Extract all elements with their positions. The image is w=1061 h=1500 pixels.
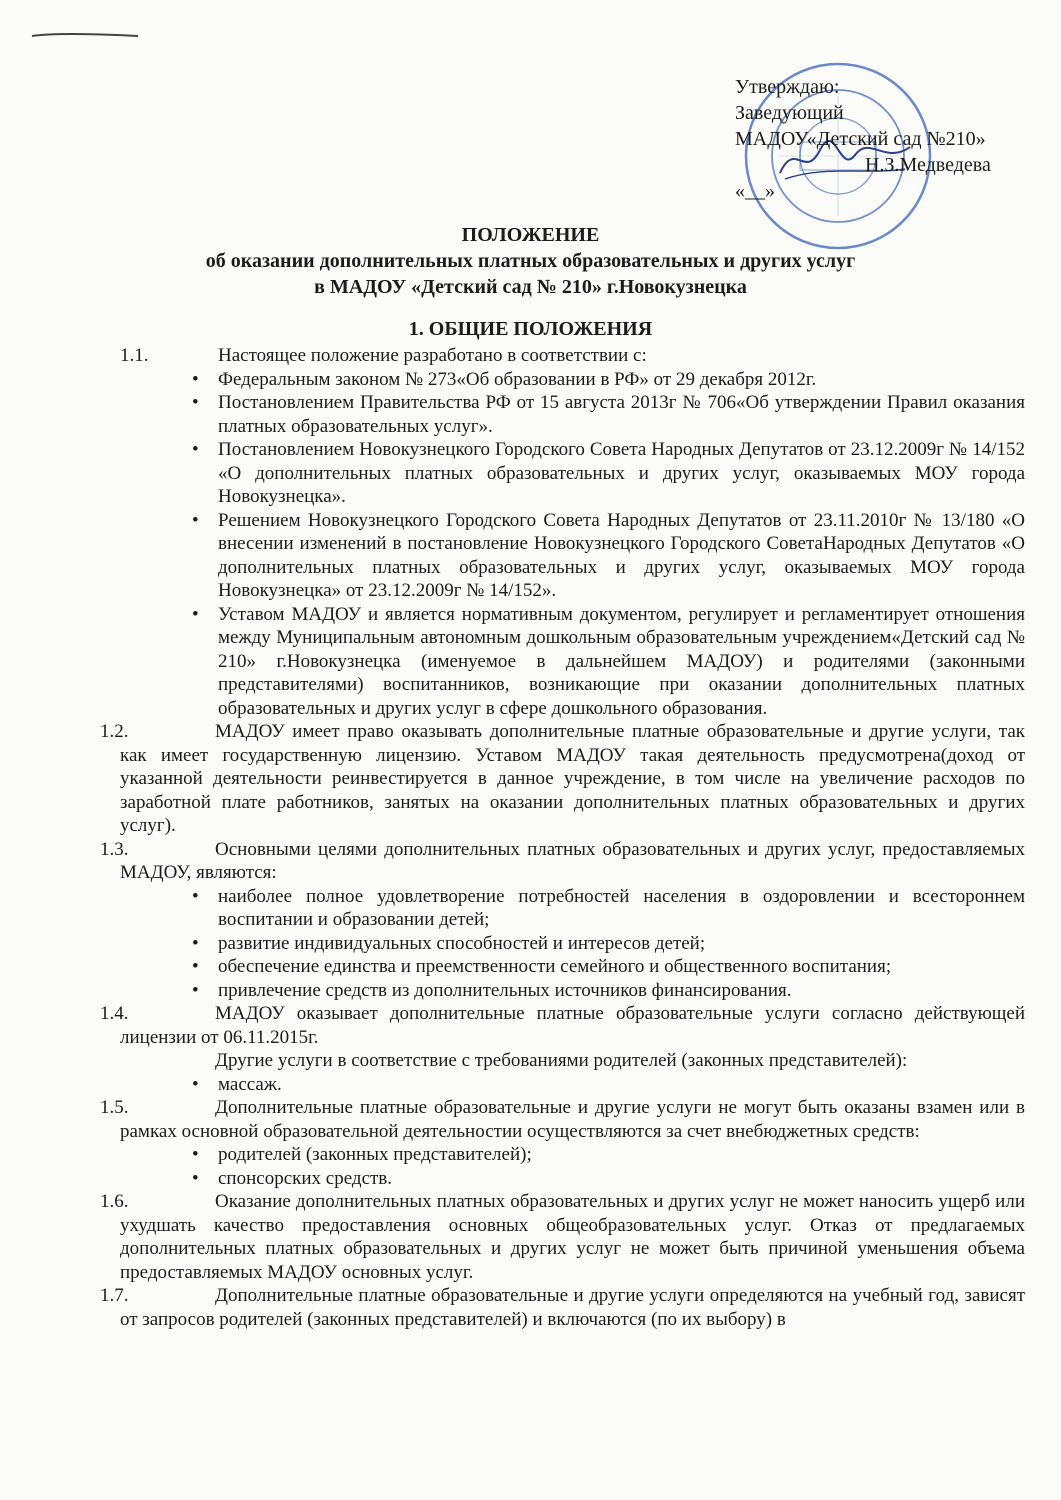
list-item: • Решением Новокузнецкого Городского Совета Народных Депутатов от 23.11.2010г № 13/180 «О внесении изменений в постановление Новокузнецкого Городского СоветаНародных Депутатов «О дополнительных платных образовательных и других услуг, оказываемых МОУ города Новокузнецка» от 23.12.2009г № 14/152». <box>120 509 1025 603</box>
paragraph-1-2 <box>100 720 1025 838</box>
approval-date: «__» <box>735 180 775 202</box>
list-item: • родителей (законных представителей); <box>120 1143 1025 1167</box>
paragraph-1-7 <box>100 1284 1025 1331</box>
paragraph-number: 1.3. <box>100 838 129 860</box>
document-body <box>100 344 1025 1331</box>
paragraph-1-3 <box>100 838 1025 1003</box>
list-item: • развитие индивидуальных способностей и интересов детей; <box>120 932 1025 956</box>
bullet-list <box>120 1073 1025 1097</box>
approval-organization: МАДОУ«Детский сад №210» <box>735 128 986 150</box>
paragraph-text: МАДОУ имеет право оказывать дополнительные платные образовательные и другие услуги, так как имеет государственную лицензию. Уставом МАДОУ такая деятельность предусмотрена(доход от указанной деятельности реинвестируется в данное учреждение, в том числе на увеличение расходов по заработной плате работников, занятых на оказании дополнительных платных образовательных и других услуг). <box>120 721 1025 836</box>
paragraph-text: Дополнительные платные образовательные и другие услуги определяются на учебный год, зависят от запросов родителей (законных представителей) и включаются (по их выбору) в <box>120 1285 1025 1330</box>
bullet-list <box>120 368 1025 721</box>
paragraph-text: Оказание дополнительных платных образовательных и других услуг не может наносить ущерб или ухудшать качество предоставления основных общеобразовательных услуг. Отказ от предлагаемых дополнительных платных образовательных и других услуг не может быть причиной уменьшения объема предоставляемых МАДОУ основных услуг. <box>120 1191 1025 1283</box>
bullet-list <box>120 885 1025 1003</box>
approval-position: Заведующий <box>735 102 844 124</box>
paragraph-number: 1.4. <box>100 1003 129 1024</box>
paragraph-1-6 <box>100 1190 1025 1284</box>
approval-signatory: Н.З.Медведева <box>865 154 991 176</box>
paragraph-number: 1.1. <box>120 345 149 366</box>
list-item: • массаж. <box>120 1073 1025 1097</box>
title-line-1: ПОЛОЖЕНИЕ <box>461 224 600 246</box>
bullet-list <box>120 1143 1025 1190</box>
document-title <box>0 222 1061 300</box>
list-item: • Постановлением Правительства РФ от 15 августа 2013г № 706«Об утверждении Правил оказания платных образовательных услуг». <box>120 391 1025 438</box>
paragraph-text: Основными целями дополнительных платных образовательных и других услуг, предоставляемых МАДОУ, являются: <box>120 838 1025 883</box>
paragraph-number: 1.7. <box>100 1285 129 1306</box>
paragraph-1-1 <box>120 344 1025 720</box>
approval-approved: Утверждаю: <box>735 76 840 98</box>
paragraph-text: МАДОУ оказывает дополнительные платные образовательные услуги согласно действующей лицензии от 06.11.2015г. <box>120 1003 1025 1048</box>
paragraph-extra-text: Другие услуги в соответствие с требованиями родителей (законных представителей): <box>215 1050 908 1071</box>
approval-block <box>735 74 1035 204</box>
paragraph-number: 1.6. <box>100 1191 129 1212</box>
paragraph-text: Настоящее положение разработано в соответствии с: <box>218 345 647 366</box>
list-item: • обеспечение единства и преемственности семейного и общественного воспитания; <box>120 955 1025 979</box>
paragraph-1-5 <box>100 1096 1025 1190</box>
list-item: • наиболее полное удовлетворение потребностей населения в оздоровлении и всестороннем воспитании и образовании детей; <box>120 885 1025 932</box>
paragraph-number: 1.5. <box>100 1097 129 1118</box>
title-line-2: об оказании дополнительных платных образовательных и других услуг <box>205 250 856 272</box>
list-item: • Уставом МАДОУ и является нормативным документом, регулирует и регламентирует отношения между Муниципальным автономным дошкольным образовательным учреждением«Детский сад № 210» г.Новокузнецка (именуемое в дальнейшем МАДОУ) и родителями (законными представителями) воспитанников, возникающие при оказании дополнительных платных образовательных и других услуг в сфере дошкольного образования. <box>120 603 1025 721</box>
scan-mark-line <box>30 30 140 40</box>
paragraph-number: 1.2. <box>100 721 129 742</box>
paragraph-text: Дополнительные платные образовательные и другие услуги не могут быть оказаны взамен или в рамках основной образовательной деятельностии осуществляются за счет внебюджетных средств: <box>120 1097 1025 1142</box>
title-line-3: в МАДОУ «Детский сад № 210» г.Новокузнецка <box>314 276 747 298</box>
section-heading: 1. ОБЩИЕ ПОЛОЖЕНИЯ <box>408 318 653 340</box>
paragraph-1-4 <box>100 1002 1025 1096</box>
list-item: • Постановлением Новокузнецкого Городского Совета Народных Депутатов от 23.12.2009г № 14/152 «О дополнительных платных образовательных и других услуг, оказываемых МОУ города Новокузнецка». <box>120 438 1025 509</box>
list-item: • привлечение средств из дополнительных источников финансирования. <box>120 979 1025 1003</box>
list-item: • Федеральным законом № 273«Об образовании в РФ» от 29 декабря 2012г. <box>120 368 1025 392</box>
list-item: • спонсорских средств. <box>120 1167 1025 1191</box>
